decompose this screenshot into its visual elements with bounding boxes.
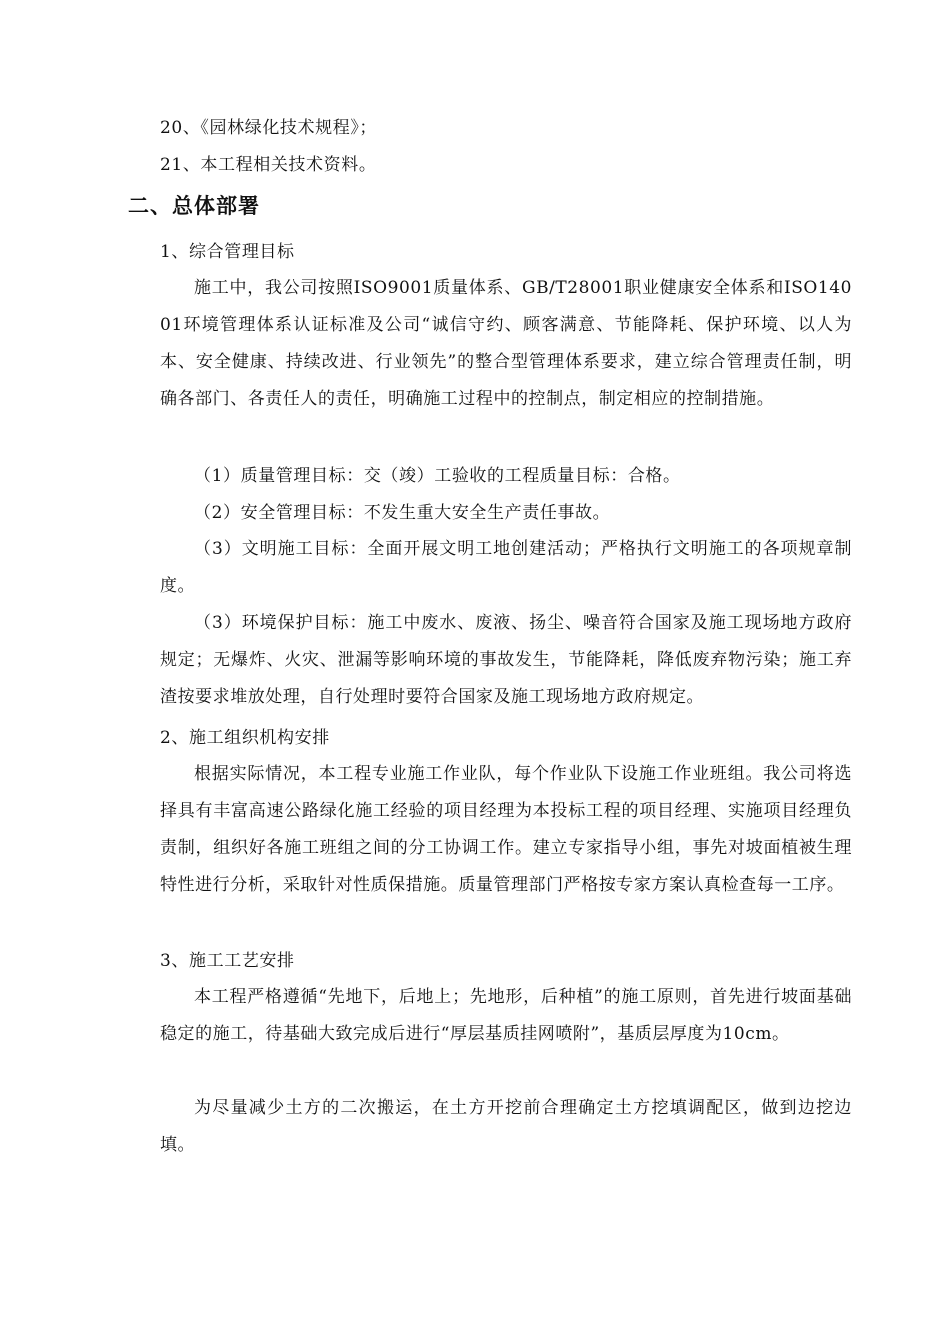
goal-civilized-construction: （3）文明施工目标：全面开展文明工地创建活动；严格执行文明施工的各项规章制度。 bbox=[160, 539, 852, 596]
goal-safety: （2）安全管理目标：不发生重大安全生产责任事故。 bbox=[194, 503, 611, 523]
process-body-2: 为尽量减少土方的二次搬运，在土方开挖前合理确定土方挖填调配区，做到边挖边填。 bbox=[160, 1098, 852, 1155]
subsection-title-3: 3、施工工艺安排 bbox=[160, 951, 295, 971]
subsection-title-2: 2、施工组织机构安排 bbox=[160, 728, 330, 748]
process-body-1: 本工程严格遵循“先地下，后地上；先地形，后种植”的施工原则，首先进行坡面基础稳定的施工，待基础大致完成后进行“厚层基质挂网喷附”，基质层厚度为10cm。 bbox=[160, 987, 852, 1044]
subsection-title-1: 1、综合管理目标 bbox=[160, 242, 295, 262]
organization-body: 根据实际情况，本工程专业施工作业队，每个作业队下设施工作业班组。我公司将选择具有丰富高速公路绿化施工经验的项目经理为本投标工程的项目经理、实施项目经理负责制，组织好各施工班组之间的分工协调工作。建立专家指导小组，事先对坡面植被生理特性进行分析，采取针对性质保措施。质量管理部门严格按专家方案认真检查每一工序。 bbox=[160, 764, 852, 895]
section-heading: 二、总体部署 bbox=[128, 194, 260, 218]
management-goal-intro: 施工中，我公司按照ISO9001质量体系、GB/T28001职业健康安全体系和ISO14001环境管理体系认证标准及公司“诚信守约、顾客满意、节能降耗、保护环境、以人为本、安全健康、持续改进、行业领先”的整合型管理体系要求，建立综合管理责任制，明确各部门、各责任人的责任，明确施工过程中的控制点，制定相应的控制措施。 bbox=[160, 278, 852, 409]
reference-item-21: 21、本工程相关技术资料。 bbox=[160, 155, 377, 175]
goal-environment-protection: （3）环境保护目标：施工中废水、废液、扬尘、噪音符合国家及施工现场地方政府规定；无爆炸、火灾、泄漏等影响环境的事故发生，节能降耗，降低废弃物污染；施工弃渣按要求堆放处理，自行处理时要符合国家及施工现场地方政府规定。 bbox=[160, 613, 852, 707]
goal-quality: （1）质量管理目标：交（竣）工验收的工程质量目标：合格。 bbox=[194, 466, 681, 486]
reference-item-20: 20、《园林绿化技术规程》； bbox=[160, 118, 378, 138]
